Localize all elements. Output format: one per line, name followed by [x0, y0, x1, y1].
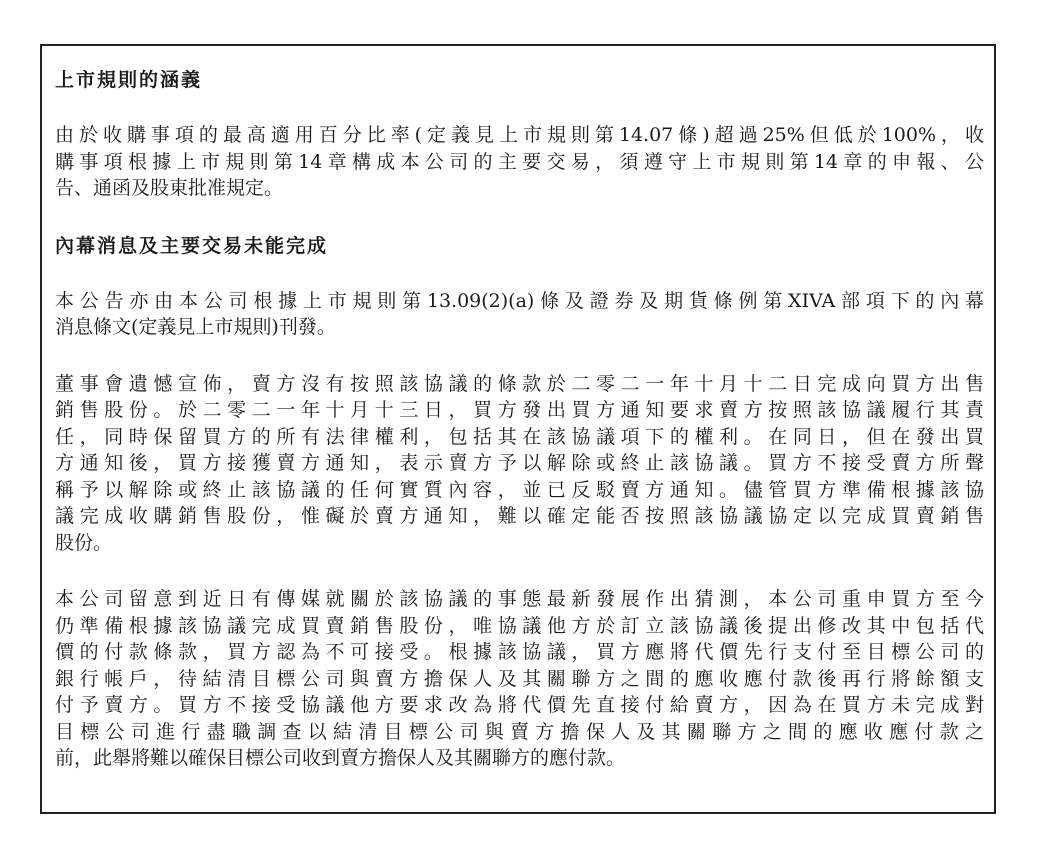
text-line: 董事會遺憾宣佈，賣方沒有按照該協議的條款於二零二一年十月十二日完成向買方出售	[55, 372, 984, 395]
text-line: 價的付款條款，買方認為不可接受。根據該協議，買方應將代價先行支付至目標公司的	[55, 641, 984, 663]
text-line: 由於收購事項的最高適用百分比率(定義見上市規則第14.07條)超過25%但低於100%，收	[55, 124, 984, 146]
paragraph-vendor-failure	[55, 371, 984, 557]
paragraph-listing-rules	[55, 122, 984, 202]
text-line: 消息條文(定義見上市規則)刊發。	[55, 316, 336, 338]
paragraph-media-speculation	[55, 586, 984, 772]
text-line: 議完成收購銷售股份，惟礙於賣方通知，難以確定能否按照該協議協定以完成買賣銷售	[55, 505, 984, 527]
text-line: 付予賣方。買方不接受協議他方要求改為將代價先直接付給賣方，因為在買方未完成對	[55, 694, 984, 716]
text-line: 本公司留意到近日有傳媒就關於該協議的事態最新發展作出猜測，本公司重申買方至今	[55, 588, 984, 610]
text-line: 銀行帳戶，待結清目標公司與賣方擔保人及其關聯方之間的應收應付款後再行將餘額支	[55, 667, 984, 690]
text-line: 仍準備根據該協議完成買賣銷售股份，唯協議他方於訂立該協議後提出修改其中包括代	[55, 614, 984, 637]
section-heading-listing-rules: 上市規則的涵義	[55, 69, 203, 91]
text-line: 告、通函及股東批准規定。	[55, 177, 284, 199]
text-line: 銷售股份。於二零二一年十月十三日，買方發出買方通知要求賣方按照該協議履行其責	[55, 399, 984, 421]
text-line: 方通知後，買方接獲賣方通知，表示賣方予以解除或終止該協議。買方不接受賣方所聲	[55, 452, 984, 474]
section-heading-inside-information: 內幕消息及主要交易未能完成	[55, 234, 329, 257]
document-frame	[40, 44, 996, 814]
document-body	[55, 66, 984, 772]
text-line: 購事項根據上市規則第14章構成本公司的主要交易，須遵守上市規則第14章的申報、公	[55, 150, 984, 173]
text-line: 稱予以解除或終止該協議的任何實質內容，並已反駁賣方通知。儘管買方準備根據該協	[55, 478, 984, 501]
paragraph-announcement-basis	[55, 288, 984, 341]
text-line: 任，同時保留買方的所有法律權利，包括其在該協議項下的權利。在同日，但在發出買	[55, 425, 984, 448]
text-line: 目標公司進行盡職調查以結清目標公司與賣方擔保人及其關聯方之間的應收應付款之	[55, 720, 984, 743]
text-line: 股份。	[55, 531, 113, 554]
text-line: 本公告亦由本公司根據上市規則第13.09(2)(a)條及證券及期貨條例第XIVA部項下的內幕	[55, 289, 984, 312]
text-line: 前，此舉將難以確保目標公司收到賣方擔保人及其關聯方的應付款。	[55, 747, 626, 769]
